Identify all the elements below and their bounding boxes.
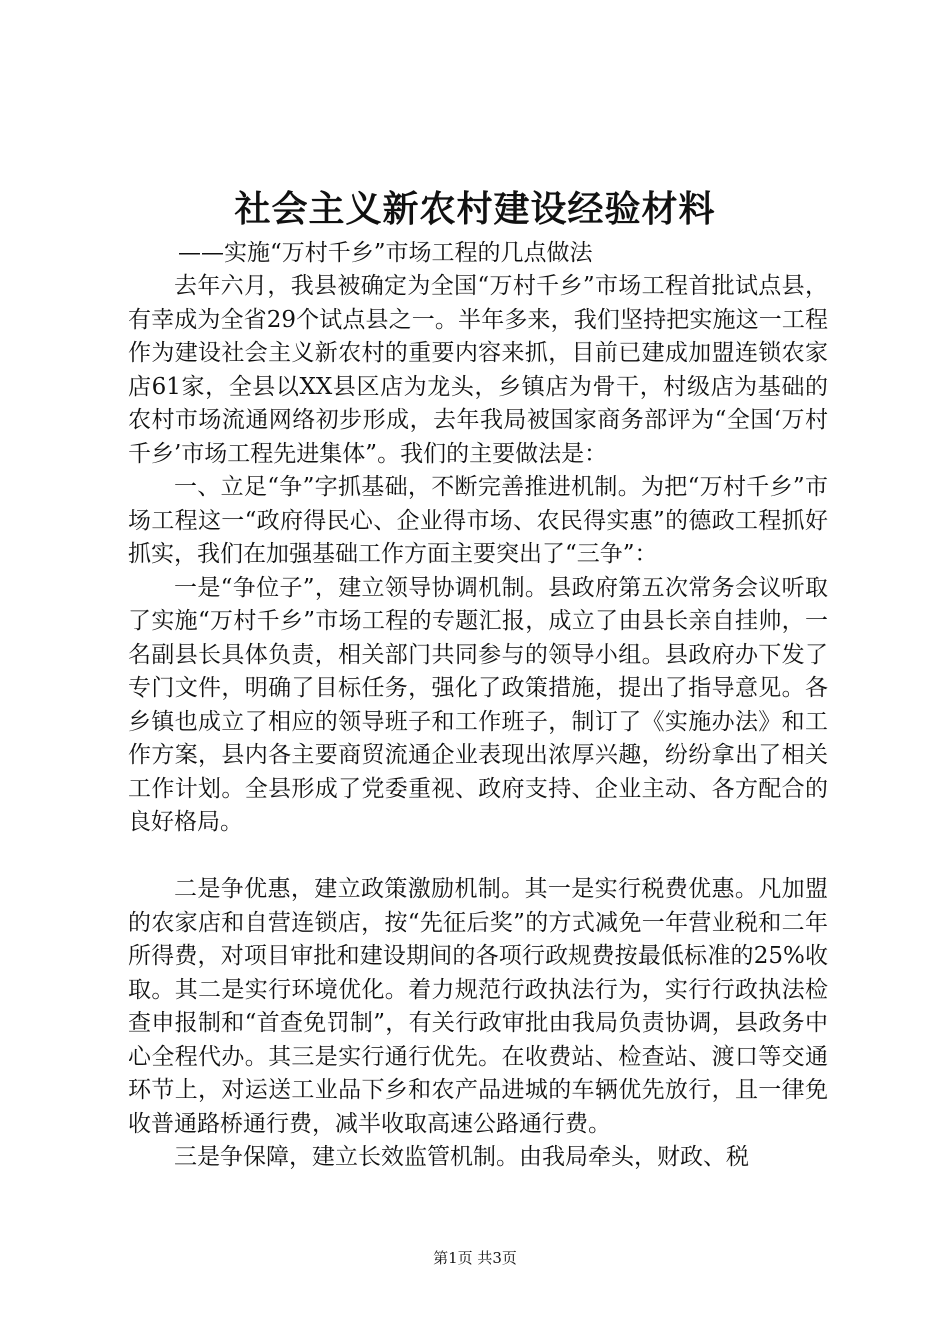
paragraph-point-one: 一是“争位子”，建立领导协调机制。县政府第五次常务会议听取了实施“万村千乡”市场工程的专题汇报，成立了由县长亲自挂帅，一名副县长具体负责，相关部门共同参与的领导小组。县政府办下发了专门文件，明确了目标任务，强化了政策措施，提出了指导意见。各乡镇也成立了相应的领导班子和工作班子，制订了《实施办法》和工作方案，县内各主要商贸流通企业表现出浓厚兴趣，纷纷拿出了相关工作计划。全县形成了党委重视、政府支持、企业主动、各方配合的良好格局。 (128, 574, 828, 835)
paragraph-intro: 去年六月，我县被确定为全国“万村千乡”市场工程首批试点县，有幸成为全省29个试点县之一。半年多来，我们坚持把实施这一工程作为建设社会主义新农村的重要内容来抓，目前已建成加盟连锁农家店61家，全县以XX县区店为龙头，乡镇店为骨干，村级店为基础的农村市场流通网络初步形成，去年我局被国家商务部评为“全国‘万村千乡’市场工程先进集体”。我们的主要做法是： (128, 273, 828, 467)
page-footer: 第1页 共3页 (433, 1249, 517, 1267)
document-body (128, 270, 828, 1175)
paragraph-point-three: 三是争保障，建立长效监管机制。由我局牵头，财政、税 (174, 1144, 749, 1170)
document-subtitle: ——实施“万村千乡”市场工程的几点做法 (178, 240, 593, 266)
paragraph-section-one: 一、立足“争”字抓基础，不断完善推进机制。为把“万村千乡”市场工程这一“政府得民心、企业得市场、农民得实惠”的德政工程抓好抓实，我们在加强基础工作方面主要突出了“三争”： (128, 474, 828, 567)
document-title: 社会主义新农村建设经验材料 (234, 188, 716, 230)
paragraph-point-two: 二是争优惠，建立政策激励机制。其一是实行税费优惠。凡加盟的农家店和自营连锁店，按“先征后奖”的方式减免一年营业税和二年所得费，对项目审批和建设期间的各项行政规费按最低标准的25%收取。其二是实行环境优化。着力规范行政执法行为，实行行政执法检查申报制和“首查免罚制”，有关行政审批由我局负责协调，县政务中心全程代办。其三是实行通行优先。在收费站、检查站、渡口等交通环节上，对运送工业品下乡和农产品进城的车辆优先放行，且一律免收普通路桥通行费，减半收取高速公路通行费。 (128, 876, 828, 1137)
